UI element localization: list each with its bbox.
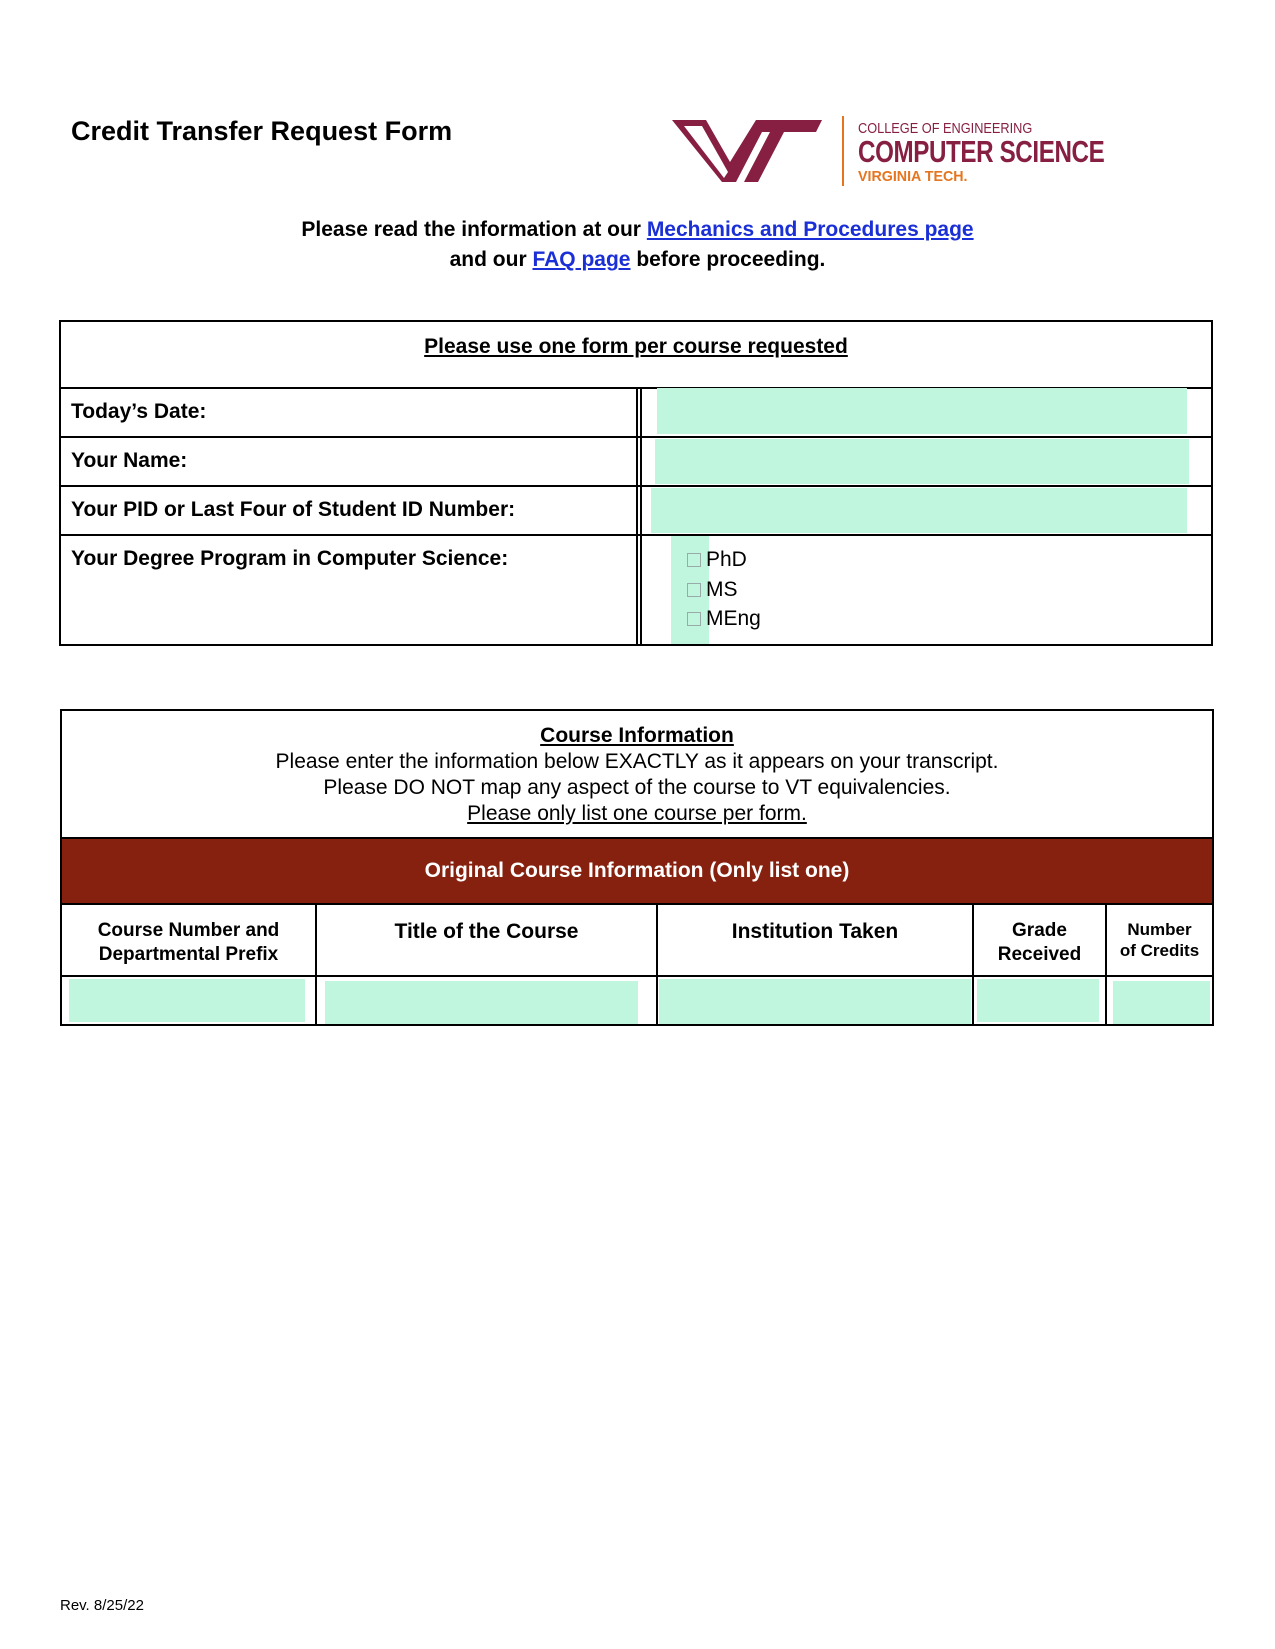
meng-checkbox[interactable]	[687, 612, 701, 626]
column-divider	[640, 387, 642, 646]
credits-field[interactable]	[1113, 981, 1210, 1024]
col-course-number-line1: Course Number and	[97, 920, 280, 941]
col-credits-line2: of Credits	[1119, 941, 1200, 961]
ms-option: MS	[706, 578, 738, 601]
intro-line-2	[0, 248, 1275, 272]
course-number-field[interactable]	[69, 979, 305, 1022]
date-label: Today’s Date:	[71, 400, 207, 423]
col-course-number	[62, 919, 315, 967]
row-divider	[62, 975, 1212, 977]
col-course-title: Title of the Course	[394, 920, 579, 943]
intro-text-2: and our	[449, 248, 533, 271]
vt-logo-icon	[670, 112, 830, 190]
col-grade	[974, 919, 1105, 967]
col-credits-line1: Number	[1127, 920, 1192, 939]
intro-line-1	[0, 218, 1275, 242]
logo-college: COLLEGE OF ENGINEERING	[858, 120, 1033, 137]
col-credits	[1107, 919, 1212, 962]
col-course-number-line2: Departmental Prefix	[98, 943, 279, 965]
pid-field[interactable]	[651, 488, 1187, 533]
phd-option: PhD	[706, 548, 747, 571]
original-course-band	[62, 839, 1212, 903]
course-instruction-1: Please enter the information below EXACTLY as it appears on your transcript.	[275, 750, 999, 773]
col-institution: Institution Taken	[731, 920, 899, 943]
phd-checkbox[interactable]	[687, 553, 701, 567]
name-label: Your Name:	[71, 449, 188, 472]
pid-label: Your PID or Last Four of Student ID Number:	[71, 498, 516, 521]
col-grade-line1: Grade	[1012, 920, 1067, 941]
degree-label: Your Degree Program in Computer Science:	[71, 547, 509, 570]
col-grade-line2: Received	[997, 943, 1082, 965]
logo-divider	[842, 116, 844, 186]
row-divider	[62, 903, 1212, 905]
vt-cs-logo	[670, 112, 1105, 190]
logo-university: VIRGINIA TECH.	[858, 168, 968, 185]
one-form-notice: Please use one form per course requested	[424, 335, 848, 358]
institution-field[interactable]	[659, 979, 971, 1024]
column-divider	[636, 387, 638, 646]
course-info-heading: Course Information	[540, 724, 734, 747]
name-field[interactable]	[655, 439, 1189, 484]
mechanics-procedures-link[interactable]: Mechanics and Procedures page	[646, 218, 974, 241]
original-course-title: Original Course Information (Only list one)	[424, 859, 850, 882]
logo-department: COMPUTER SCIENCE	[858, 134, 1105, 169]
meng-option: MEng	[706, 607, 761, 630]
course-info-table	[60, 709, 1214, 1026]
intro-text-1: Please read the information at our	[301, 218, 647, 241]
course-instruction-2: Please DO NOT map any aspect of the course to VT equivalencies.	[323, 776, 951, 799]
faq-link[interactable]: FAQ page	[532, 248, 631, 271]
course-title-field[interactable]	[325, 981, 638, 1024]
revision-note: Rev. 8/25/22	[60, 1597, 144, 1614]
grade-field[interactable]	[977, 979, 1099, 1022]
intro-text-3: before proceeding.	[630, 248, 826, 271]
student-info-table	[59, 320, 1213, 646]
ms-checkbox[interactable]	[687, 583, 701, 597]
page-title: Credit Transfer Request Form	[71, 116, 453, 146]
course-instruction-3: Please only list one course per form.	[467, 802, 807, 825]
date-field[interactable]	[657, 388, 1187, 434]
